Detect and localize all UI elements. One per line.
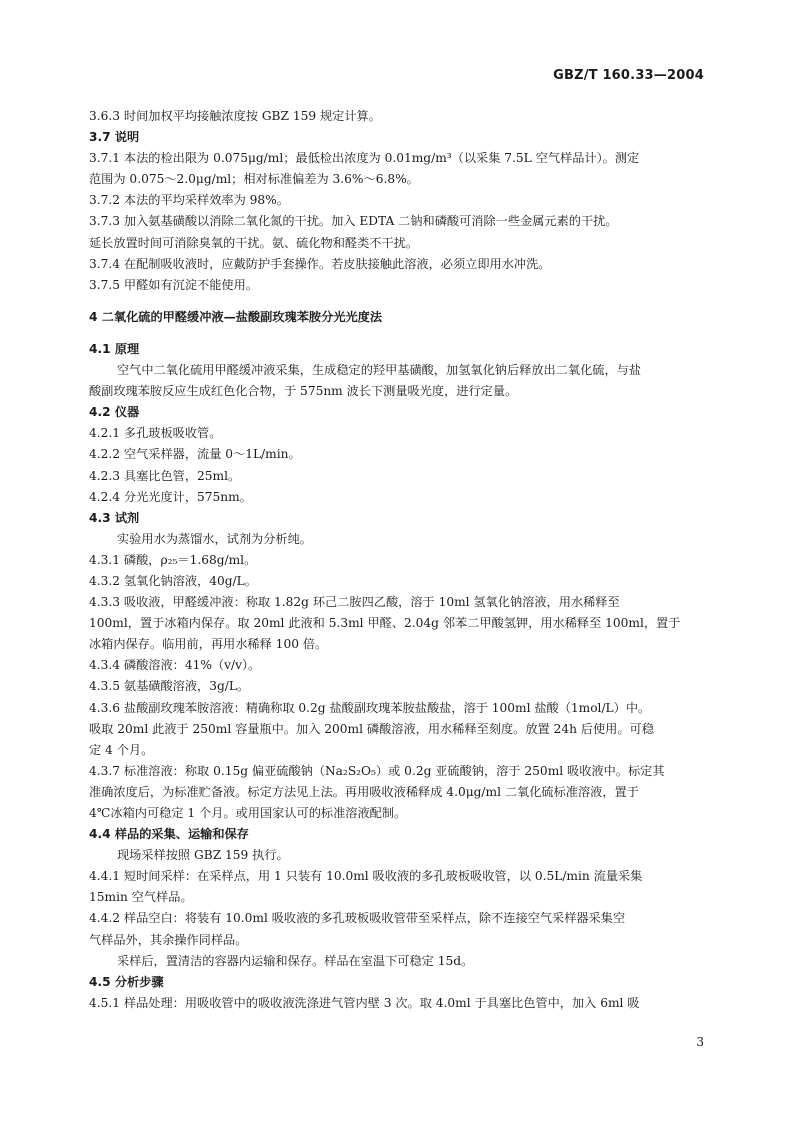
text-line: 4.3.4 磷酸溶液：41%（v/v）。 [89, 658, 261, 673]
text-line: 4.3.2 氢氧化钠溶液，40g/L。 [89, 573, 257, 588]
text-line: 4.2.3 具塞比色管，25ml。 [89, 468, 241, 483]
text-line: 3.7.5 甲醛如有沉淀不能使用。 [89, 277, 258, 292]
section-heading: 4.3 试剂 [89, 510, 140, 525]
text-line: 范围为 0.075～2.0μg/ml；相对标准偏差为 3.6%～6.8%。 [89, 172, 419, 187]
section-heading: 4.4 样品的采集、运输和保存 [89, 827, 249, 842]
text-line: 4.2.1 多孔玻板吸收管。 [89, 426, 222, 441]
text-line: 定 4 个月。 [89, 742, 154, 757]
text-line: 3.7.1 本法的检出限为 0.075μg/ml；最低检出浓度为 0.01mg/m³（以采集 7.5L 空气样品计）。测定 [89, 151, 640, 166]
section-heading: 4.5 分析步骤 [89, 974, 164, 989]
text-line: 4.3.5 氨基磺酸溶液，3g/L。 [89, 679, 250, 694]
text-line: 4.4.2 样品空白：将装有 10.0ml 吸收液的多孔玻板吸收管带至采样点，除不连接空气采样器采集空 [89, 911, 626, 926]
document-code-header: GBZ/T 160.33—2004 [553, 68, 704, 83]
text-line: 空气中二氧化硫用甲醛缓冲液采集，生成稳定的羟甲基磺酸，加氢氧化钠后释放出二氧化硫，与盐 [117, 363, 642, 378]
text-line: 冰箱内保存。临用前，再用水稀释 100 倍。 [89, 637, 328, 652]
text-line: 4.2.2 空气采样器，流量 0～1L/min。 [89, 447, 301, 462]
text-line: 4.4.1 短时间采样：在采样点，用 1 只装有 10.0ml 吸收液的多孔玻板吸收管，以 0.5L/min 流量采集 [89, 869, 643, 884]
text-line: 现场采样按照 GBZ 159 执行。 [117, 848, 289, 863]
text-line: 气样品外，其余操作同样品。 [89, 932, 248, 947]
text-line: 吸取 20ml 此液于 250ml 容量瓶中。加入 200ml 磷酸溶液，用水稀释至刻度。放置 24h 后使用。可稳 [89, 721, 654, 736]
text-line: 4.5.1 样品处理：用吸收管中的吸收液洗涤进气管内壁 3 次。取 4.0ml 于具塞比色管中，加入 6ml 吸 [89, 995, 640, 1010]
text-line: 3.6.3 时间加权平均接触浓度按 GBZ 159 规定计算。 [89, 109, 381, 123]
text-line: 实验用水为蒸馏水，试剂为分析纯。 [117, 531, 312, 546]
text-line: 3.7.3 加入氨基磺酸以消除二氧化氮的干扰。加入 EDTA 二钠和磷酸可消除一些金属元素的干扰。 [89, 214, 618, 229]
text-line: 4.3.3 吸收液，甲醛缓冲液：称取 1.82g 环己二胺四乙酸，溶于 10ml 氢氧化钠溶液，用水稀释至 [89, 595, 620, 610]
section-heading: 4 二氧化硫的甲醛缓冲液—盐酸副玫瑰苯胺分光光度法 [89, 309, 383, 324]
text-line: 4℃冰箱内可稳定 1 个月。或用国家认可的标准溶液配制。 [89, 806, 407, 820]
text-line: 采样后，置清洁的容器内运输和保存。样品在室温下可稳定 15d。 [117, 953, 474, 968]
section-gap [89, 328, 706, 339]
text-line: 3.7.2 本法的平均采样效率为 98%。 [89, 193, 289, 208]
text-line: 延长放置时间可消除臭氧的干扰。氨、硫化物和醛类不干扰。 [89, 235, 419, 250]
section-gap [89, 296, 706, 307]
text-line: 100ml，置于冰箱内保存。取 20ml 此液和 5.3ml 甲醛、2.04g 邻苯二甲酸氢钾，用水稀释至 100ml，置于 [89, 616, 681, 631]
section-heading: 3.7 说明 [89, 130, 140, 145]
section-heading: 4.2 仪器 [89, 405, 140, 420]
section-heading: 4.1 原理 [89, 341, 140, 356]
page-number: 3 [696, 1035, 704, 1049]
text-line: 4.3.1 磷酸，ρ₂₅＝1.68g/ml。 [89, 552, 257, 567]
text-line: 3.7.4 在配制吸收液时，应戴防护手套操作。若皮肤接触此溶液，必须立即用水冲洗。 [89, 256, 551, 271]
text-line: 准确浓度后，为标准贮备液。标定方法见上法。再用吸收液稀释成 4.0μg/ml 二氧化硫标准溶液，置于 [89, 784, 639, 799]
text-line: 酸副玫瑰苯胺反应生成红色化合物，于 575nm 波长下测量吸光度，进行定量。 [89, 384, 518, 399]
text-line: 15min 空气样品。 [89, 890, 193, 905]
text-line: 4.3.7 标准溶液：称取 0.15g 偏亚硫酸钠（Na₂S₂O₅）或 0.2g 亚硫酸钠，溶于 250ml 吸收液中。标定其 [89, 763, 665, 778]
text-line: 4.3.6 盐酸副玫瑰苯胺溶液：精确称取 0.2g 盐酸副玫瑰苯胺盐酸盐，溶于 100ml 盐酸（1mol/L）中。 [89, 700, 651, 715]
document-body [89, 106, 706, 1014]
text-line: 4.2.4 分光光度计，575nm。 [89, 489, 252, 504]
